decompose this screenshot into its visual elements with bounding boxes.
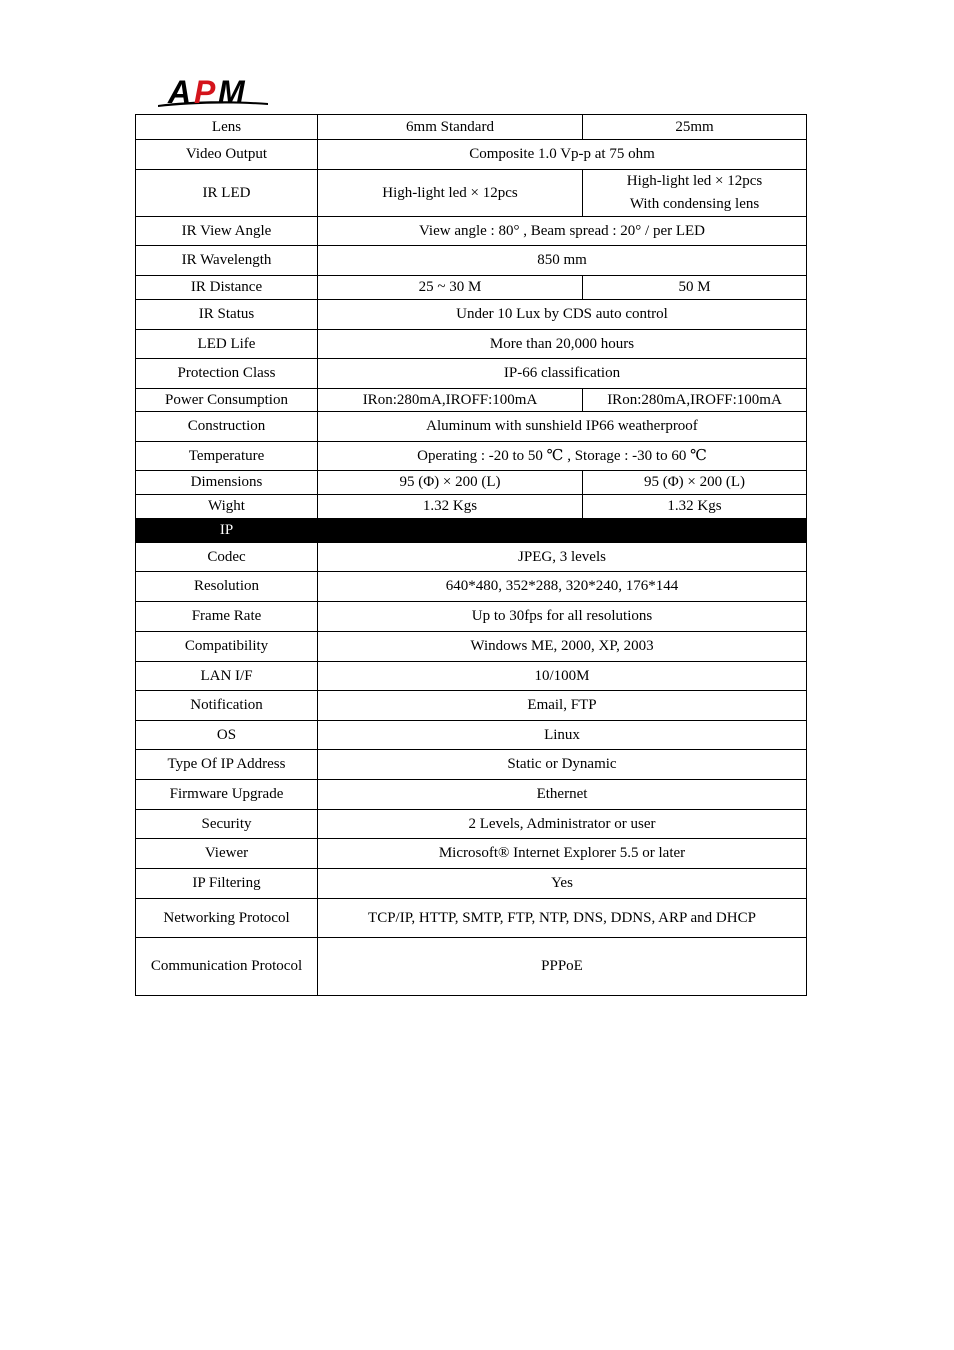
table-row	[136, 300, 807, 330]
table-row	[136, 869, 807, 899]
spec-label: Construction	[136, 412, 318, 442]
table-row	[136, 140, 807, 170]
spec-value: Composite 1.0 Vp-p at 75 ohm	[318, 140, 807, 170]
spec-label: Wight	[136, 495, 318, 519]
spec-value: 50 M	[583, 276, 807, 300]
spec-label: Compatibility	[136, 632, 318, 662]
spec-label: Viewer	[136, 839, 318, 869]
spec-label: IR Distance	[136, 276, 318, 300]
table-row	[136, 602, 807, 632]
table-row	[136, 389, 807, 412]
spec-value: 95 (Φ) × 200 (L)	[583, 471, 807, 495]
table-row	[136, 276, 807, 300]
spec-value: High-light led × 12pcs With condensing lens	[583, 170, 807, 217]
table-row	[136, 750, 807, 780]
spec-value: Static or Dynamic	[318, 750, 807, 780]
spec-label: OS	[136, 721, 318, 750]
spec-value: PPPoE	[318, 938, 807, 996]
spec-value: 850 mm	[318, 246, 807, 276]
spec-label: IR Wavelength	[136, 246, 318, 276]
spec-value: Aluminum with sunshield IP66 weatherproof	[318, 412, 807, 442]
ip-section-header	[136, 519, 807, 543]
table-row	[136, 899, 807, 938]
spec-value: 6mm Standard	[318, 115, 583, 140]
table-row	[136, 780, 807, 810]
table-row	[136, 632, 807, 662]
spec-value: TCP/IP, HTTP, SMTP, FTP, NTP, DNS, DDNS, ARP and DHCP	[318, 899, 807, 938]
spec-value: More than 20,000 hours	[318, 330, 807, 359]
spec-label: Dimensions	[136, 471, 318, 495]
table-row	[136, 115, 807, 140]
spec-value: IRon:280mA,IROFF:100mA	[318, 389, 583, 412]
spec-label: LAN I/F	[136, 662, 318, 691]
spec-label: IR Status	[136, 300, 318, 330]
table-row	[136, 810, 807, 839]
spec-label: Resolution	[136, 572, 318, 602]
spec-value: 10/100M	[318, 662, 807, 691]
spec-value: 640*480, 352*288, 320*240, 176*144	[318, 572, 807, 602]
spec-label: Firmware Upgrade	[136, 780, 318, 810]
table-row	[136, 938, 807, 996]
spec-value: 25mm	[583, 115, 807, 140]
spec-label: Communication Protocol	[136, 938, 318, 996]
svg-text:P: P	[194, 74, 216, 110]
spec-label: IP Filtering	[136, 869, 318, 899]
table-row	[136, 495, 807, 519]
section-title-fill	[318, 519, 807, 543]
table-row	[136, 839, 807, 869]
table-row	[136, 721, 807, 750]
spec-value: Email, FTP	[318, 691, 807, 721]
spec-label: IR LED	[136, 170, 318, 217]
spec-label: Power Consumption	[136, 389, 318, 412]
spec-value: Up to 30fps for all resolutions	[318, 602, 807, 632]
table-row	[136, 217, 807, 246]
spec-label: IR View Angle	[136, 217, 318, 246]
spec-label: Lens	[136, 115, 318, 140]
spec-value: 95 (Φ) × 200 (L)	[318, 471, 583, 495]
spec-value: IRon:280mA,IROFF:100mA	[583, 389, 807, 412]
svg-text:A: A	[168, 74, 192, 110]
spec-label: Networking Protocol	[136, 899, 318, 938]
spec-value: Microsoft® Internet Explorer 5.5 or later	[318, 839, 807, 869]
table-row	[136, 471, 807, 495]
spec-value: Ethernet	[318, 780, 807, 810]
spec-label: Protection Class	[136, 359, 318, 389]
spec-value: Under 10 Lux by CDS auto control	[318, 300, 807, 330]
table-row	[136, 691, 807, 721]
spec-label: Type Of IP Address	[136, 750, 318, 780]
spec-value: View angle : 80° , Beam spread : 20° / per LED	[318, 217, 807, 246]
table-row	[136, 330, 807, 359]
spec-value: Windows ME, 2000, XP, 2003	[318, 632, 807, 662]
table-row	[136, 442, 807, 471]
table-row	[136, 412, 807, 442]
spec-value: Yes	[318, 869, 807, 899]
spec-table	[135, 114, 807, 996]
spec-label: Security	[136, 810, 318, 839]
spec-value: Linux	[318, 721, 807, 750]
spec-label: Frame Rate	[136, 602, 318, 632]
spec-value: 25 ~ 30 M	[318, 276, 583, 300]
spec-label: LED Life	[136, 330, 318, 359]
spec-value: High-light led × 12pcs	[318, 170, 583, 217]
spec-label: Notification	[136, 691, 318, 721]
spec-value: Operating : -20 to 50 ℃ , Storage : -30 to 60 ℃	[318, 442, 807, 471]
table-row	[136, 662, 807, 691]
table-row	[136, 359, 807, 389]
table-row	[136, 572, 807, 602]
spec-value: 2 Levels, Administrator or user	[318, 810, 807, 839]
spec-value: IP-66 classification	[318, 359, 807, 389]
spec-label: Video Output	[136, 140, 318, 170]
table-row	[136, 170, 807, 217]
table-row	[136, 246, 807, 276]
spec-value: 1.32 Kgs	[583, 495, 807, 519]
spec-label: Codec	[136, 543, 318, 572]
spec-value: JPEG, 3 levels	[318, 543, 807, 572]
svg-text:M: M	[218, 74, 245, 110]
spec-label: Temperature	[136, 442, 318, 471]
table-row	[136, 543, 807, 572]
apm-logo	[156, 74, 270, 110]
spec-value: 1.32 Kgs	[318, 495, 583, 519]
section-title: IP	[136, 519, 318, 543]
